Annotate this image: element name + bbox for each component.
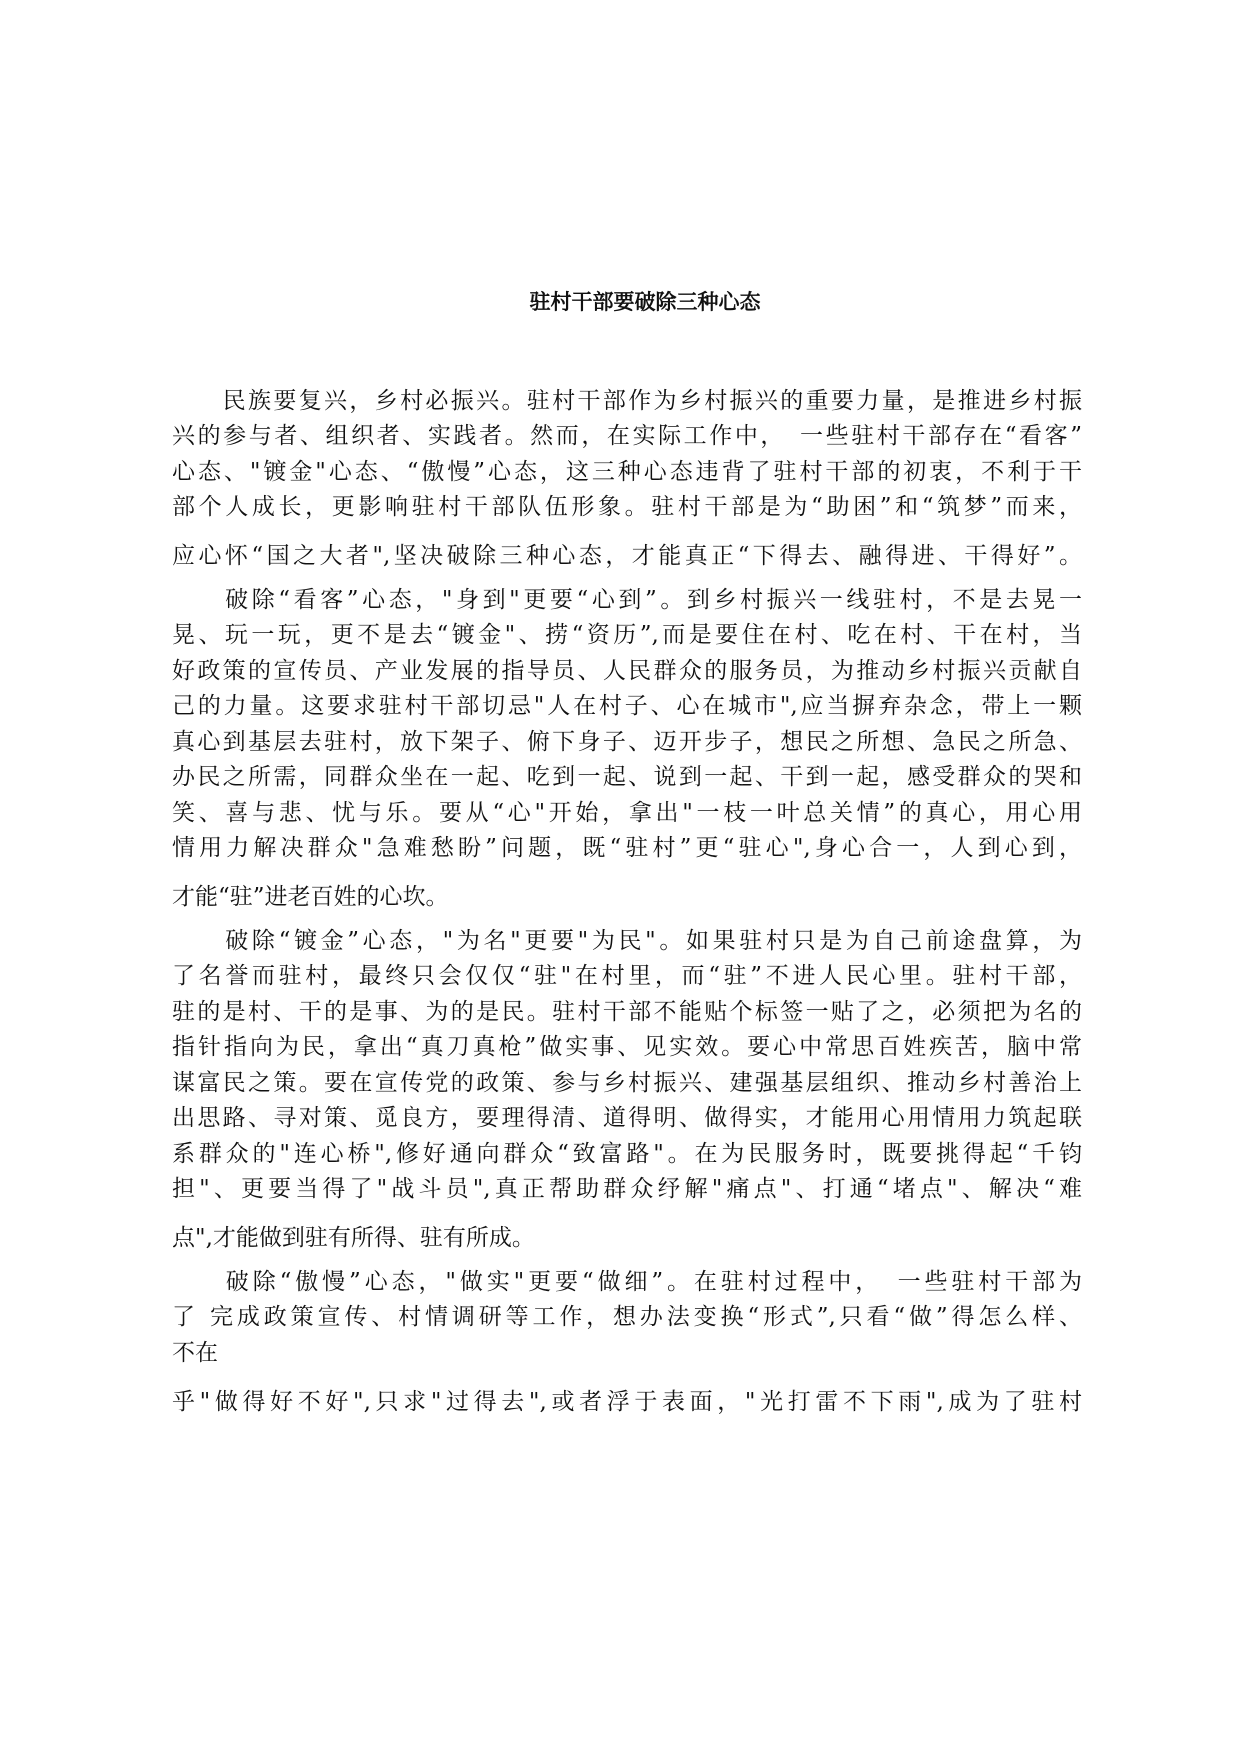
text-line: 晃、玩一玩，更不是去“镀金"、捞“资历”,而是要住在村、吃在村、干在村，当 (172, 622, 1082, 648)
document-title: 驻村干部要破除三种心态 (529, 290, 761, 314)
text-line: 不在 (172, 1340, 218, 1366)
text-line: 了 完成政策宣传、村情调研等工作，想办法变换“形式”,只看“做”得怎么样、 (172, 1304, 1082, 1330)
text-line: 乎"做得好不好",只求"过得去",或者浮于表面，"光打雷不下雨",成为了驻村 (172, 1389, 1082, 1415)
text-line: 指针指向为民，拿出“真刀真枪”做实事、见实效。要心中常思百姓疾苦，脑中常 (172, 1034, 1082, 1060)
text-line: 点",才能做到驻有所得、驻有所成。 (172, 1225, 535, 1251)
text-line: 驻的是村、干的是事、为的是民。驻村干部不能贴个标签一贴了之，必须把为名的 (172, 999, 1082, 1025)
text-line: 担"、更要当得了"战斗员",真正帮助群众纾解"痛点"、打通“堵点"、解决“难 (172, 1176, 1082, 1202)
text-line: 心态、"镀金"心态、“傲慢”心态，这三种心态违背了驻村干部的初衷，不利于干 (172, 459, 1082, 485)
text-line: 兴的参与者、组织者、实践者。然而，在实际工作中， 一些驻村干部存在“看客” (172, 423, 1082, 449)
text-line: 谋富民之策。要在宣传党的政策、参与乡村振兴、建强基层组织、推动乡村善治上 (172, 1070, 1082, 1096)
text-line: 破除“镀金”心态，"为名"更要"为民"。如果驻村只是为自己前途盘算，为 (172, 928, 1082, 954)
text-line: 民族要复兴，乡村必振兴。驻村干部作为乡村振兴的重要力量，是推进乡村振 (172, 388, 1082, 414)
text-line: 好政策的宣传员、产业发展的指导员、人民群众的服务员，为推动乡村振兴贡献自 (172, 658, 1082, 684)
text-line: 破除“傲慢”心态，"做实"更要“做细”。在驻村过程中， 一些驻村干部为 (172, 1269, 1082, 1295)
text-line: 才能“驻”进老百姓的心坎。 (172, 884, 449, 910)
text-line: 己的力量。这要求驻村干部切忌"人在村子、心在城市",应当摒弃杂念，带上一颗 (172, 693, 1082, 719)
text-line: 破除“看客”心态，"身到"更要“心到”。到乡村振兴一线驻村，不是去晃一 (172, 587, 1082, 613)
text-line: 出思路、寻对策、觅良方，要理得清、道得明、做得实，才能用心用情用力筑起联 (172, 1105, 1082, 1131)
text-line: 笑、喜与悲、忧与乐。要从“心"开始，拿出"一枝一叶总关情”的真心，用心用 (172, 800, 1082, 826)
text-line: 应心怀“国之大者",坚决破除三种心态，才能真正“下得去、融得进、干得好”。 (172, 543, 1082, 569)
text-line: 部个人成长，更影响驻村干部队伍形象。驻村干部是为“助困”和“筑梦”而来， (172, 494, 1082, 520)
text-line: 了名誉而驻村，最终只会仅仅“驻"在村里，而“驻”不进人民心里。驻村干部， (172, 963, 1082, 989)
text-line: 情用力解决群众"急难愁盼”问题，既“驻村”更“驻心",身心合一，人到心到， (172, 835, 1082, 861)
text-line: 真心到基层去驻村，放下架子、俯下身子、迈开步子，想民之所想、急民之所急、 (172, 729, 1082, 755)
text-line: 办民之所需，同群众坐在一起、吃到一起、说到一起、干到一起，感受群众的哭和 (172, 764, 1082, 790)
text-line: 系群众的"连心桥",修好通向群众“致富路"。在为民服务时，既要挑得起“千钧 (172, 1141, 1082, 1167)
